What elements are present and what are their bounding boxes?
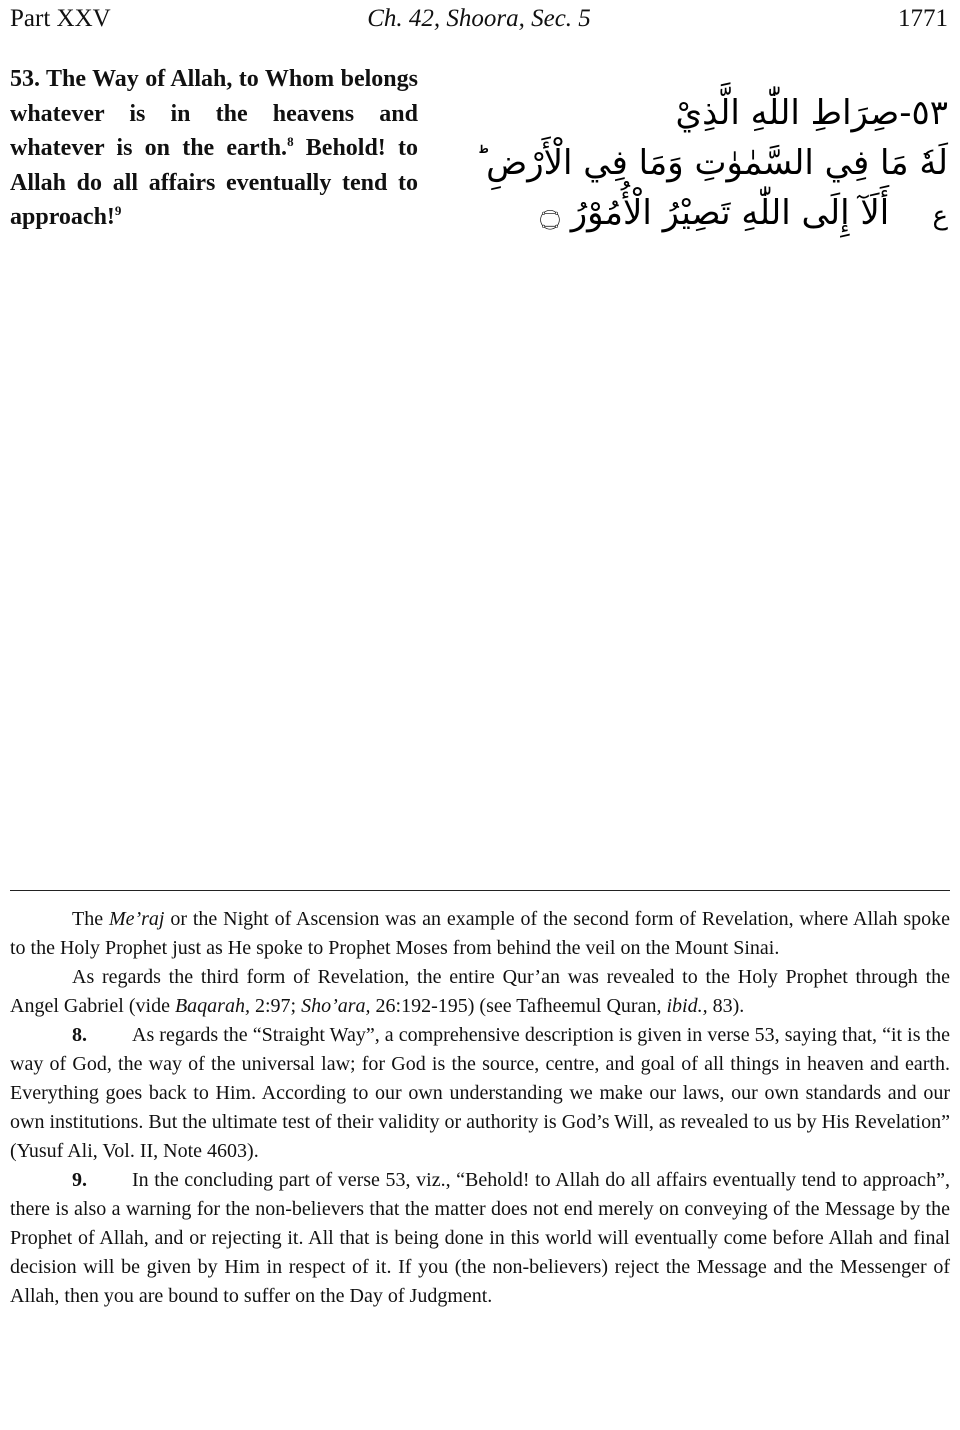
arabic-line-2: لَهٗ مَا فِي السَّمٰوٰتِ وَمَا فِي الْأَرْضِ ؕ bbox=[475, 143, 948, 183]
commentary-paragraph-1: The Me’raj or the Night of Ascension was an example of the second form of Revelation, where Allah spoke to the Holy Prophet just as He spoke to Prophet Moses from behind the veil on the Mount Sinai. bbox=[10, 908, 950, 959]
arabic-line-1: ٥٣-صِرَاطِ اللّٰهِ الَّذِيْ bbox=[675, 93, 948, 133]
footnote-9 bbox=[10, 1166, 950, 1311]
verse-text-part-2: Behold! to Allah do all affairs eventually tend to approach! bbox=[10, 135, 419, 230]
arabic-verse bbox=[470, 88, 948, 241]
footnote-9-text: In the concluding part of verse 53, viz., “Behold! to Allah do all affairs eventually tend to approach”, there is also a warning for the non-believers that the matter does not end merely on conveying of the Message by the Prophet of Allah, and or rejecting it. All that is being done in this world will eventually come before Allah and final decision will be given by Him in respect of it. If you (the non-believers) reject the Message and the Messenger of Allah, then you are bound to suffer on the Day of Judgment. bbox=[10, 1169, 950, 1307]
part-label: Part XXV bbox=[10, 5, 111, 32]
chapter-title: Ch. 42, Shoora, Sec. 5 bbox=[367, 5, 591, 32]
footnote-8 bbox=[10, 1021, 950, 1166]
arabic-line-3-wrap bbox=[470, 188, 948, 241]
arabic-line-3: أَلَآ إِلَى اللّٰهِ تَصِيْرُ الْأُمُوْرُ ۝ bbox=[540, 193, 890, 233]
footnote-8-number: 8. bbox=[72, 1024, 87, 1046]
footnotes bbox=[10, 905, 950, 1311]
footnote-divider bbox=[10, 890, 950, 891]
footnote-ref-9[interactable]: 9 bbox=[114, 203, 122, 218]
footnote-ref-8[interactable]: 8 bbox=[287, 134, 294, 149]
page-number: 1771 bbox=[898, 5, 948, 32]
footnote-9-number: 9. bbox=[72, 1169, 87, 1191]
commentary-paragraph-2: As regards the third form of Revelation, the entire Qur’an was revealed to the Holy Prophet through the Angel Gabriel (vide Baqarah, 2:97; Sho’ara, 26:192-195) (see Tafheemul Quran, ibid., 83). bbox=[10, 966, 950, 1017]
footnote-8-text: As regards the “Straight Way”, a comprehensive description is given in verse 53, saying that, “it is the way of God, the way of the universal law; for God is the source, centre, and goal of all things in heaven and earth. Everything goes back to Him. According to our own understanding we make our laws, our own standards and our own institutions. But the ultimate test of their validity or authority is God’s Will, as revealed to us by His Revelation” (Yusuf Ali, Vol. II, Note 4603). bbox=[10, 1024, 950, 1162]
verse-translation bbox=[10, 62, 418, 235]
page-header bbox=[10, 4, 948, 38]
verse-text-part-1: 53. The Way of Allah, to Whom belongs whatever is in the heavens and whatever is on the earth. bbox=[10, 66, 418, 161]
ruku-mark: ع bbox=[932, 201, 948, 231]
